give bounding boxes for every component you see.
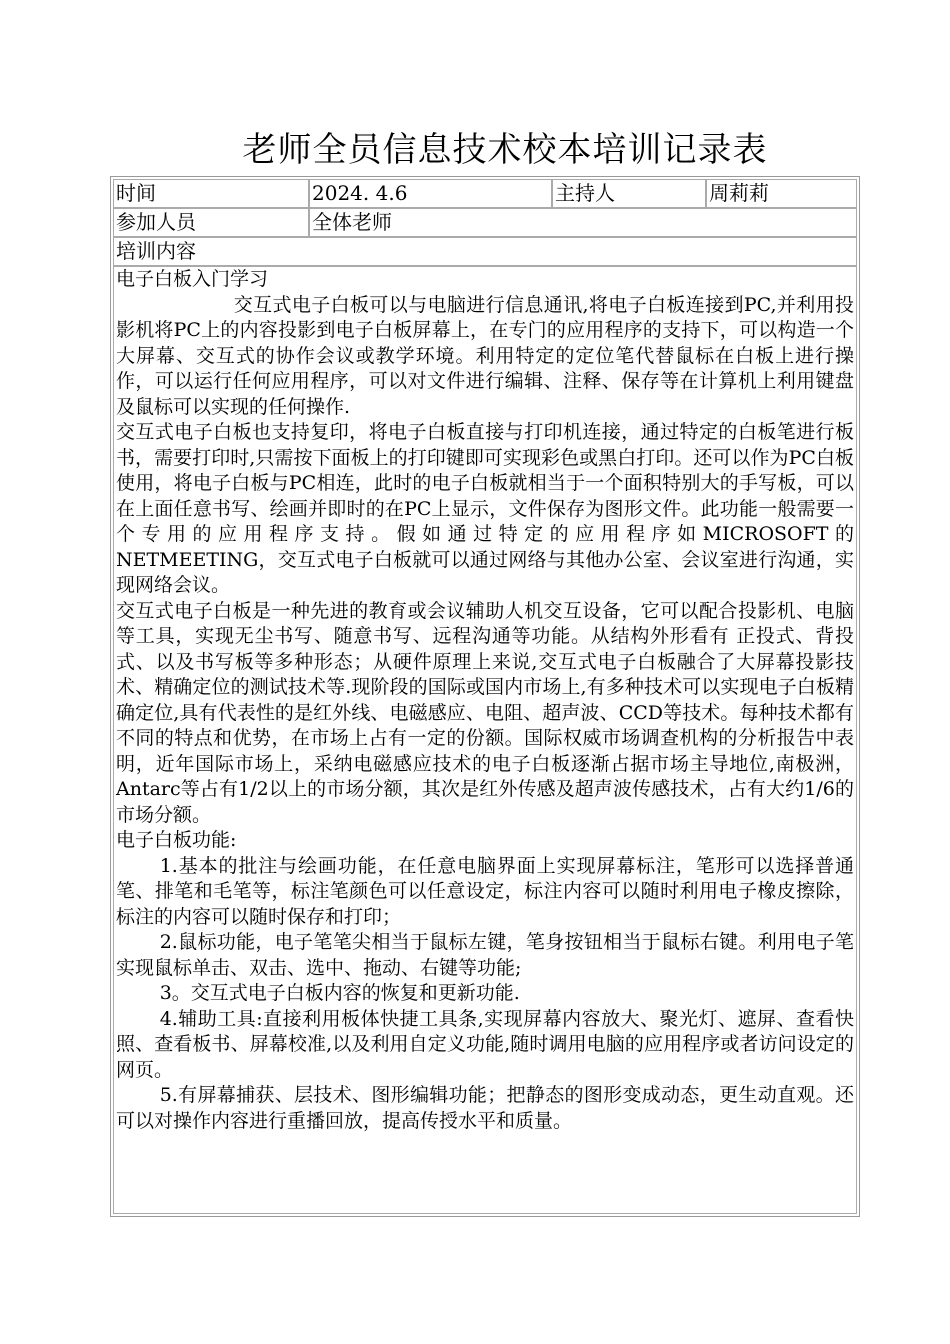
content-paragraph: 交互式电子白板可以与电脑进行信息通讯,将电子白板连接到PC,并利用投影机将PC上的内容投影到电子白板屏幕上，在专门的应用程序的支持下，可以构造一个大屏幕、交互式的协作会议或教学环境。利用特定的定位笔代替鼠标在白板上进行操作，可以运行任何应用程序，可以对文件进行编辑、注释、保存等在计算机上利用键盘及鼠标可以实现的任何操作. <box>116 293 854 418</box>
training-record-table <box>110 176 860 1217</box>
time-value: 2024. 4.6 <box>309 179 552 208</box>
host-label: 主持人 <box>552 179 706 208</box>
function-item: 5.有屏幕捕获、层技术、图形编辑功能；把静态的图形变成动态，更生动直观。还可以对操作内容进行重播回放，提高传授水平和质量。 <box>116 1084 854 1132</box>
content-paragraph: 交互式电子白板是一种先进的教育或会议辅助人机交互设备，它可以配合投影机、电脑等工具，实现无尘书写、随意书写、远程沟通等功能。从结构外形看有 正投式、背投式、以及书写板等多种形态；从硬件原理上来说,交互式电子白板融合了大屏幕投影技术、精确定位的测试技术等.现阶段的国际或国内市场上,有多种技术可以实现电子白板精确定位,具有代表性的是红外线、电磁感应、电阻、超声波、CCD等技术。每种技术都有不同的特点和优势，在市场上占有一定的份额。国际权威市场调查机构的分析报告中表明，近年国际市场上，采纳电磁感应技术的电子白板逐渐占据市场主导地位,南极洲，Antarc等占有1/2以上的市场分额，其次是红外传感及超声波传感技术，占有大约1/6的市场分额。 <box>116 599 854 826</box>
table-row-content-label <box>113 237 857 266</box>
content-paragraph: 交互式电子白板也支持复印，将电子白板直接与打印机连接，通过特定的白板笔进行板书，需要打印时,只需按下面板上的打印键即可实现彩色或黑白打印。还可以作为PC白板使用，将电子白板与PC相连，此时的电子白板就相当于一个面积特别大的手写板，可以在上面任意书写、绘画并即时的在PC上显示，文件保存为图形文件。此功能一般需要一个专用的应用程序支持。假如通过特定的应用程序如MICROSOFT的NETMEETING，交互式电子白板就可以通过网络与其他办公室、会议室进行沟通，实现网络会议。 <box>116 421 854 596</box>
functions-heading: 电子白板功能: <box>116 829 237 851</box>
table-row-participants <box>113 208 857 237</box>
participants-label: 参加人员 <box>113 208 309 237</box>
training-content <box>113 266 857 1214</box>
page-title: 老师全员信息技术校本培训记录表 <box>242 130 768 170</box>
function-item: 4.辅助工具:直接利用板体快捷工具条,实现屏幕内容放大、聚光灯、遮屏、查看快照、查看板书、屏幕校准,以及利用自定义功能,随时调用电脑的应用程序或者访问设定的网页。 <box>116 1007 854 1081</box>
host-value: 周莉莉 <box>706 179 857 208</box>
table-body <box>113 179 857 1214</box>
function-item: 3。交互式电子白板内容的恢复和更新功能. <box>159 982 520 1004</box>
function-item: 1.基本的批注与绘画功能，在任意电脑界面上实现屏幕标注，笔形可以选择普通笔、排笔和毛笔等，标注笔颜色可以任意设定，标注内容可以随时利用电子橡皮擦除，标注的内容可以随时保存和打印； <box>116 854 854 928</box>
function-item: 2.鼠标功能，电子笔笔尖相当于鼠标左键，笔身按钮相当于鼠标右键。利用电子笔实现鼠标单击、双击、选中、拖动、右键等功能; <box>116 931 854 979</box>
participants-value: 全体老师 <box>309 208 857 237</box>
time-label: 时间 <box>113 179 309 208</box>
content-topic: 电子白板入门学习 <box>116 268 269 290</box>
table-row-time <box>113 179 857 208</box>
content-label: 培训内容 <box>113 237 857 266</box>
